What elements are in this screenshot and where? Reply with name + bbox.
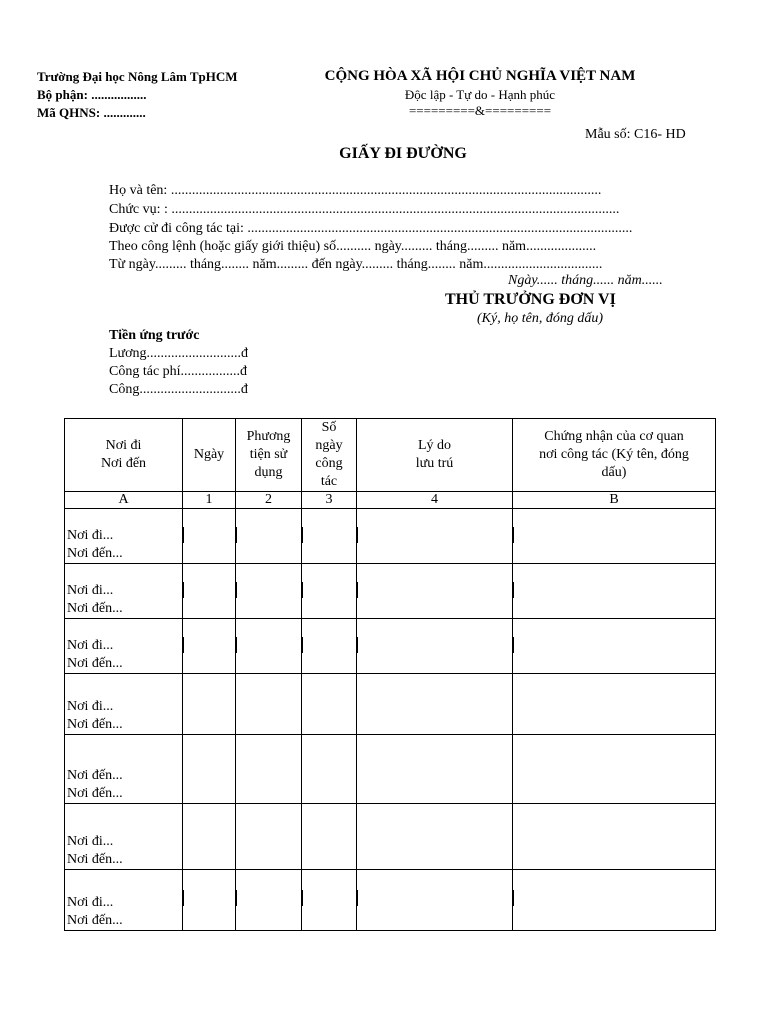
- certification-cell[interactable]: [513, 870, 716, 931]
- sign-date-line: Ngày...... tháng...... năm......: [508, 273, 663, 288]
- place-cell[interactable]: Nơi đi... Nơi đến...: [65, 564, 183, 619]
- transport-cell[interactable]: [236, 804, 302, 870]
- signer-title: THỦ TRƯỞNG ĐƠN VỊ: [445, 291, 616, 308]
- transport-cell[interactable]: [236, 674, 302, 735]
- field-position: Chức vụ: : ................................................................................................................................: [109, 202, 620, 217]
- col-header-stay-reason: Lý do lưu trú: [357, 419, 513, 492]
- table-row: [65, 804, 716, 870]
- country-name: CỘNG HÒA XÃ HỘI CHỦ NGHĨA VIỆT NAM: [324, 68, 636, 84]
- table-row: [65, 564, 716, 619]
- table-row: [65, 674, 716, 735]
- issuer-org: Trường Đại học Nông Lâm TpHCM: [37, 69, 238, 84]
- motto-separator: =========&=========: [408, 103, 552, 118]
- date-cell[interactable]: [183, 619, 236, 674]
- date-cell[interactable]: [183, 509, 236, 564]
- index-2: 2: [236, 492, 302, 509]
- date-cell[interactable]: [183, 564, 236, 619]
- table-row: [65, 870, 716, 931]
- index-b: B: [513, 492, 716, 509]
- index-4: 4: [357, 492, 513, 509]
- date-cell[interactable]: [183, 674, 236, 735]
- col-header-transport: Phương tiện sử dụng: [236, 419, 302, 492]
- index-3: 3: [302, 492, 357, 509]
- place-cell[interactable]: Nơi đi... Nơi đến...: [65, 674, 183, 735]
- field-destination: Được cử đi công tác tại: ..............................................................................................................: [109, 221, 633, 236]
- place-cell[interactable]: Nơi đi... Nơi đến...: [65, 619, 183, 674]
- transport-cell[interactable]: [236, 509, 302, 564]
- certification-cell[interactable]: [513, 619, 716, 674]
- stay-reason-cell[interactable]: [357, 870, 513, 931]
- index-a: A: [65, 492, 183, 509]
- date-cell[interactable]: [183, 870, 236, 931]
- document-title: GIẤY ĐI ĐƯỜNG: [339, 145, 467, 162]
- work-days-cell[interactable]: [302, 619, 357, 674]
- table-row: [65, 619, 716, 674]
- certification-cell[interactable]: [513, 509, 716, 564]
- work-days-cell[interactable]: [302, 735, 357, 804]
- stay-reason-cell[interactable]: [357, 735, 513, 804]
- form-number: Mẫu số: C16- HD: [585, 127, 686, 142]
- index-1: 1: [183, 492, 236, 509]
- place-cell[interactable]: Nơi đi... Nơi đến...: [65, 804, 183, 870]
- advance-travel-allowance: Công tác phí.................đ: [109, 364, 248, 379]
- work-days-cell[interactable]: [302, 870, 357, 931]
- col-header-place: Nơi đi Nơi đến: [65, 419, 183, 492]
- date-cell[interactable]: [183, 804, 236, 870]
- certification-cell[interactable]: [513, 674, 716, 735]
- table-header-row: [65, 419, 716, 492]
- transport-cell[interactable]: [236, 735, 302, 804]
- transport-cell[interactable]: [236, 619, 302, 674]
- work-days-cell[interactable]: [302, 804, 357, 870]
- certification-cell[interactable]: [513, 735, 716, 804]
- transport-cell[interactable]: [236, 564, 302, 619]
- signer-note: (Ký, họ tên, đóng dấu): [477, 311, 603, 326]
- stay-reason-cell[interactable]: [357, 619, 513, 674]
- place-cell[interactable]: Nơi đến... Nơi đến...: [65, 735, 183, 804]
- table-row: [65, 735, 716, 804]
- issuer-dept: Bộ phận: .................: [37, 87, 147, 102]
- issuer-code: Mã QHNS: .............: [37, 105, 146, 120]
- motto: Độc lập - Tự do - Hạnh phúc: [404, 87, 556, 102]
- transport-cell[interactable]: [236, 870, 302, 931]
- advance-title: Tiền ứng trước: [109, 328, 200, 343]
- stay-reason-cell[interactable]: [357, 804, 513, 870]
- place-cell[interactable]: Nơi đi... Nơi đến...: [65, 870, 183, 931]
- col-header-certification: Chứng nhận của cơ quan nơi công tác (Ký tên, đóng dấu): [513, 419, 716, 492]
- itinerary-table: [64, 418, 716, 931]
- stay-reason-cell[interactable]: [357, 564, 513, 619]
- place-cell[interactable]: Nơi đi... Nơi đến...: [65, 509, 183, 564]
- table-index-row: [65, 492, 716, 509]
- date-cell[interactable]: [183, 735, 236, 804]
- advance-wage: Công.............................đ: [109, 382, 248, 397]
- certification-cell[interactable]: [513, 564, 716, 619]
- advance-salary: Lương...........................đ: [109, 346, 249, 361]
- col-header-work-days: Số ngày công tác: [302, 419, 357, 492]
- col-header-date: Ngày: [183, 419, 236, 492]
- issuer-block: [37, 68, 238, 122]
- work-days-cell[interactable]: [302, 509, 357, 564]
- table-row: [65, 509, 716, 564]
- stay-reason-cell[interactable]: [357, 509, 513, 564]
- field-order-number: Theo công lệnh (hoặc giấy giới thiệu) số.......... ngày......... tháng......... năm....................: [109, 239, 597, 254]
- work-days-cell[interactable]: [302, 564, 357, 619]
- field-date-range: Từ ngày......... tháng........ năm......... đến ngày......... tháng........ năm..................................: [109, 257, 603, 272]
- work-days-cell[interactable]: [302, 674, 357, 735]
- stay-reason-cell[interactable]: [357, 674, 513, 735]
- certification-cell[interactable]: [513, 804, 716, 870]
- field-full-name: Họ và tên: ...........................................................................................................................: [109, 183, 602, 198]
